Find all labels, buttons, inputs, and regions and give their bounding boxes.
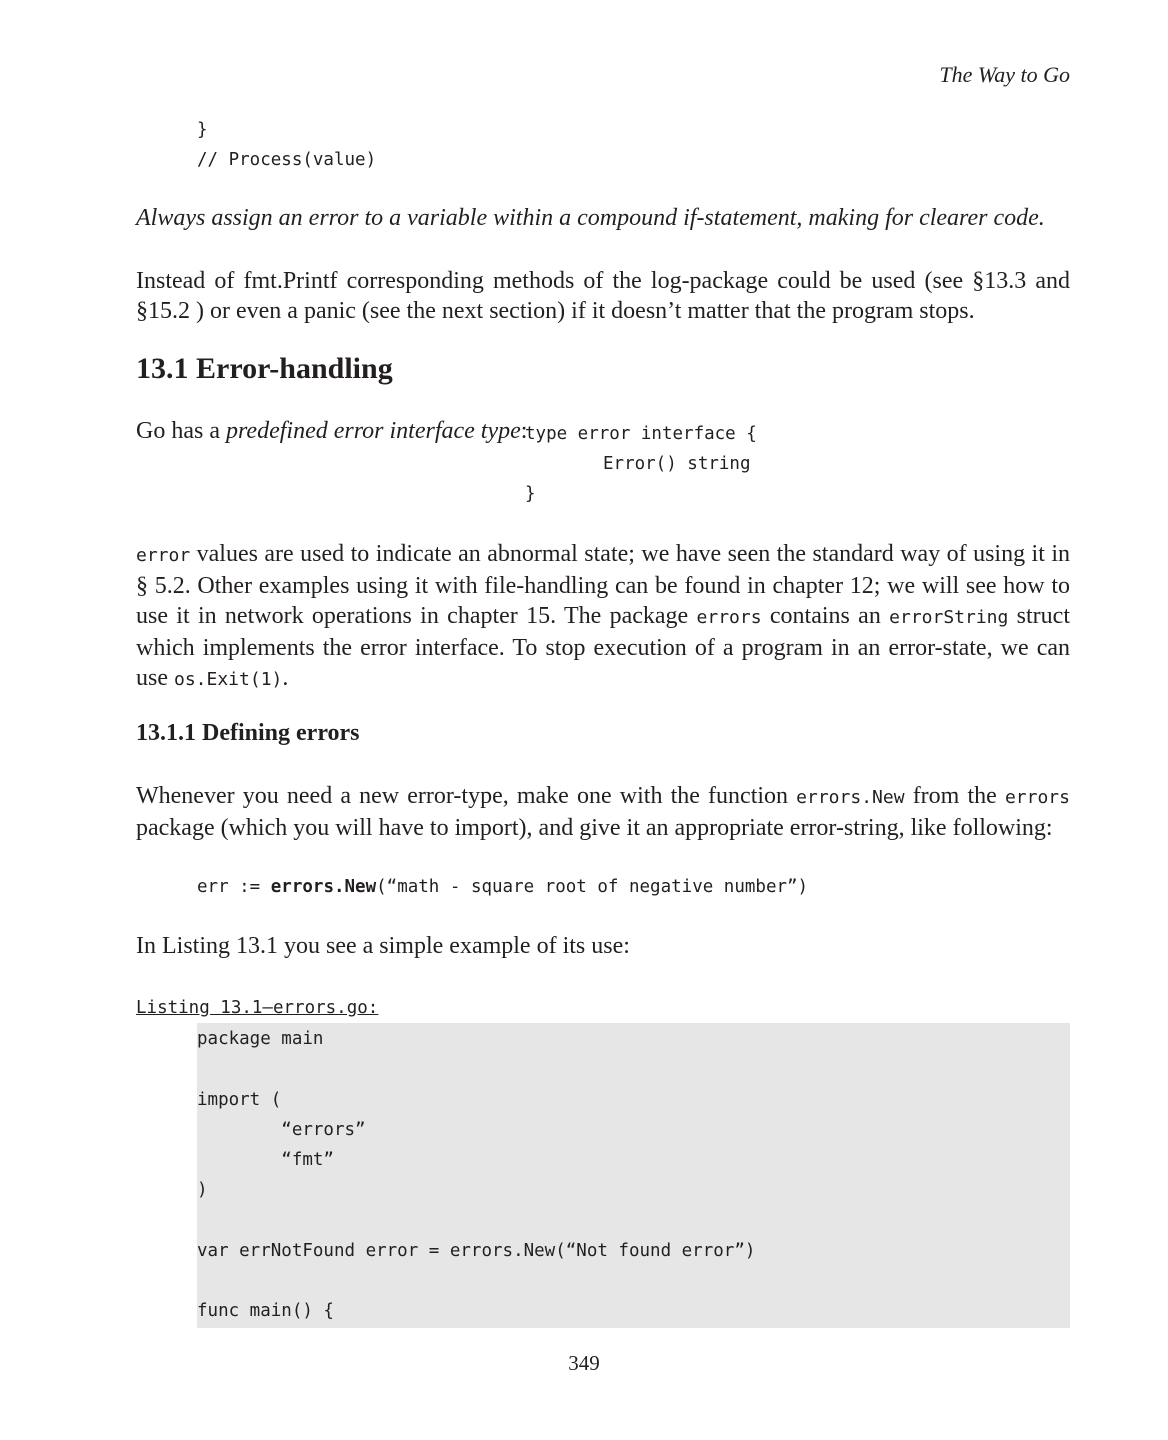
example-code-prefix: err :=: [197, 877, 271, 897]
section-heading: 13.1 Error-handling: [136, 352, 393, 385]
paragraph-text: Whenever you need a new error-type, make one with the function: [136, 783, 797, 809]
listing-line: “fmt”: [197, 1150, 334, 1170]
listing-line: package main: [197, 1029, 324, 1049]
paragraph-text: package (which you will have to import), and give it an appropriate error-string, like following:: [136, 815, 1053, 841]
paragraph-text: .: [282, 665, 289, 691]
paragraph-text: struct which implements the error interface. To stop execution of a program in an error-state, we can use: [136, 603, 1070, 691]
paragraph-text: from the: [904, 783, 1005, 809]
interface-intro: [136, 418, 527, 445]
interface-code-line-1: type error interface {: [525, 424, 757, 444]
listing-caption: Listing 13.1—errors.go:: [136, 998, 379, 1018]
paragraph-text: values are used to indicate an abnormal state; we have seen the standard way of using it in § 5.2. Other examples using it with file-handling can be found in chapter 12; we will see how to use it in network operations in chapter 15. The package: [136, 541, 1070, 629]
listing-line: func main() {: [197, 1301, 334, 1321]
paragraph-text: contains an: [761, 603, 890, 629]
example-code-func: errors.New: [270, 877, 377, 897]
code-closing-brace: }: [197, 120, 208, 140]
inline-code-os-exit: os.Exit(1): [174, 669, 283, 690]
code-comment-line: // Process(value): [197, 150, 377, 170]
listing-line: “errors”: [197, 1120, 366, 1140]
interface-intro-text: Go has a: [136, 418, 226, 444]
inline-code-errorstring: errorString: [889, 607, 1009, 628]
inline-code-errors-package: errors: [1004, 787, 1070, 808]
running-header: The Way to Go: [939, 62, 1070, 87]
interface-code-line-3: }: [525, 484, 536, 504]
page-number: 349: [568, 1351, 600, 1375]
listing-line: import (: [197, 1090, 282, 1110]
intro-paragraph: Instead of fmt.Printf corresponding methods of the log-package could be used (see §13.3 and §15.2 ) or even a panic (see the next section) if it doesn’t matter that the program stops.: [136, 268, 1070, 324]
inline-code-error: error: [136, 545, 191, 566]
example-code-args: (“math - square root of negative number”): [376, 877, 809, 897]
code-listing: [197, 1023, 1070, 1328]
example-code: [197, 877, 808, 897]
inline-code-errors-new: errors.New: [796, 787, 905, 808]
interface-intro-emphasis: predefined error interface type: [225, 418, 521, 444]
subsection-heading: 13.1.1 Defining errors: [136, 720, 360, 746]
tip-italic: Always assign an error to a variable within a compound if-statement, making for clearer code.: [136, 205, 1045, 231]
interface-intro-colon: :: [520, 418, 528, 444]
listing-line: ): [197, 1180, 208, 1200]
error-values-paragraph: [136, 539, 1070, 695]
listing-intro: In Listing 13.1 you see a simple example of its use:: [136, 933, 630, 959]
inline-code-errors: errors: [696, 607, 762, 628]
listing-line: var errNotFound error = errors.New(“Not found error”): [197, 1241, 756, 1261]
defining-errors-paragraph: [136, 781, 1070, 843]
interface-code-line-2: Error() string: [603, 454, 751, 474]
